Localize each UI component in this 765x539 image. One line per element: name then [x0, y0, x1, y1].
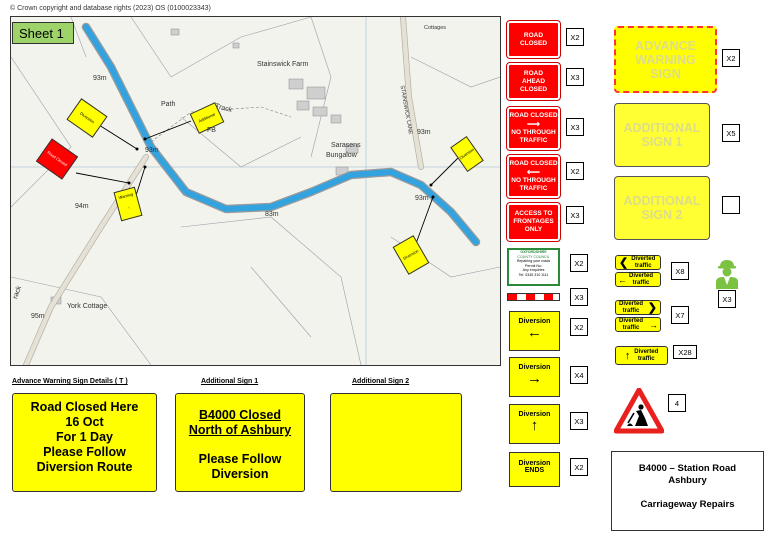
- map-label-fb: FB: [207, 127, 216, 134]
- diverted-traffic-left-qty: X8: [671, 262, 689, 280]
- map-sign-warning: Warning ↑: [113, 187, 142, 222]
- sign-text: ROAD CLOSED: [509, 112, 558, 119]
- map-label-height: 95m: [31, 313, 45, 320]
- sign-text: Diverted: [619, 301, 644, 307]
- heading-additional-1: Additional Sign 1: [201, 378, 259, 385]
- diversion-ends-sign: [509, 452, 560, 487]
- map-label-track: Track: [214, 102, 233, 115]
- sign-text: ADDITIONAL: [623, 121, 701, 135]
- diverted-traffic-ahead-qty: X28: [673, 345, 697, 359]
- road-closed-right-sign: [507, 107, 560, 150]
- road-closed-left-sign: [507, 155, 560, 198]
- diverted-traffic-left-arrow-sign: [615, 272, 661, 287]
- map-drawing: [11, 17, 500, 365]
- mini-sign-text: Warning: [118, 191, 134, 201]
- sign-text: SIGN: [650, 66, 681, 81]
- diversion-ends-qty: X2: [570, 458, 588, 476]
- access-frontages-sign: [507, 203, 560, 241]
- road-closed-right-qty: X3: [566, 118, 584, 136]
- arrow-up-icon: ↑: [624, 349, 631, 362]
- sign-text: Diversion: [518, 364, 551, 371]
- copyright-notice: © Crown copyright and database rights (2023) OS (0100023343): [10, 5, 211, 12]
- sign-text: Diverted: [619, 318, 644, 324]
- sign-text: AHEAD: [521, 77, 546, 85]
- diversion-ahead-qty: X3: [570, 412, 588, 430]
- sign-text: traffic: [622, 324, 640, 331]
- advance-line: Diversion Route: [36, 460, 133, 474]
- sign-text: ROAD: [523, 31, 544, 39]
- council-text: Any enquiries: [522, 268, 545, 273]
- sign-text: ROAD CLOSED: [509, 160, 558, 167]
- map-label-path: Path: [161, 101, 176, 108]
- map-label-bungalow: Bungalow: [326, 152, 357, 159]
- mini-sign-text: Road Closed: [46, 149, 69, 168]
- sign-text: Diversion: [518, 318, 551, 325]
- advance-line: Please Follow: [43, 445, 126, 459]
- arrow-left-icon: ←: [618, 274, 627, 285]
- council-logo-text: COUNTY COUNCIL: [517, 254, 550, 259]
- additional-sign-2: [614, 176, 710, 240]
- diverted-traffic-right-signs: [615, 300, 661, 333]
- diverted-traffic-ahead-sign: [615, 346, 668, 365]
- sign-text: traffic: [632, 279, 650, 286]
- arrow-up-icon: ↑: [530, 417, 539, 434]
- advance-line: For 1 Day: [56, 430, 113, 444]
- roadworks-sign-qty: 4: [668, 394, 686, 412]
- sign-text: Diversion: [518, 411, 551, 418]
- sign-text: CLOSED: [519, 85, 548, 93]
- sign-text: NO THROUGH: [511, 129, 556, 136]
- info-location: Ashbury: [668, 475, 707, 486]
- council-logo-text: OXFORDSHIRE: [520, 250, 547, 254]
- roadworks-sign-icon: [614, 388, 664, 434]
- map-label-height: 94m: [75, 203, 89, 210]
- sign-text: ACCESS TO: [514, 210, 553, 217]
- arrow-left-icon: ←: [527, 324, 542, 341]
- info-works: Carriageway Repairs: [640, 499, 735, 510]
- additional1-line: Diversion: [211, 467, 269, 481]
- diversion-left-qty: X2: [570, 318, 588, 336]
- diverted-traffic-left-signs: [615, 255, 661, 288]
- map-label-height: 93m: [93, 75, 107, 82]
- additional-sign-1-detail-box: [175, 393, 305, 492]
- sign-text: ENDS: [524, 467, 545, 474]
- heading-advance: Advance Warning Sign Details ( T ): [12, 378, 128, 385]
- additional-sign-1: [614, 103, 710, 167]
- advance-line: 16 Oct: [65, 415, 104, 429]
- additional1-line: North of Ashbury: [188, 423, 292, 437]
- map-label-cottages: Cottages: [424, 25, 447, 31]
- sign-text: FRONTAGES: [513, 218, 554, 225]
- advance-line: Road Closed Here: [30, 400, 139, 414]
- diversion-ahead-sign: [509, 404, 560, 444]
- map-label-height: 93m: [417, 129, 431, 136]
- mini-sign-text: Diversion: [79, 110, 96, 125]
- worker-icon: [713, 257, 741, 289]
- diverted-traffic-right-sign: [615, 300, 661, 315]
- sign-text: Diverted: [631, 256, 656, 262]
- additional1-line: B4000 Closed: [199, 408, 281, 422]
- map-label-height: 93m: [415, 195, 429, 202]
- map-label-york-cottage: York Cottage: [67, 303, 108, 310]
- sign-text: TRAFFIC: [519, 185, 548, 192]
- council-text: Permit No:: [525, 263, 542, 268]
- map-label-farm: Stainswick Farm: [257, 61, 309, 68]
- diverted-traffic-right-arrow-sign: [615, 317, 661, 332]
- info-road: B4000 – Station Road: [638, 463, 737, 474]
- council-info-sign: [507, 248, 560, 286]
- sign-text: traffic: [634, 262, 652, 269]
- map-label-height: 83m: [265, 211, 279, 218]
- map-label-sarasens: Sarasens: [331, 142, 361, 149]
- arrow-right-icon: →: [649, 319, 658, 330]
- diversion-right-sign: [509, 357, 560, 397]
- mini-sign-text: Diversion: [402, 248, 420, 261]
- additional-sign-2-qty: [722, 196, 740, 214]
- sign-text: Diverted: [634, 349, 659, 355]
- additional-sign-2-detail-box: [330, 393, 462, 492]
- worker-qty: X3: [718, 290, 736, 308]
- council-info-qty: X2: [570, 254, 588, 272]
- sign-text: traffic: [622, 307, 640, 314]
- access-frontages-qty: X3: [566, 206, 584, 224]
- sign-text: ADDITIONAL: [623, 194, 701, 208]
- sign-text: WARNING: [635, 52, 696, 67]
- sign-text: Diversion: [518, 460, 551, 467]
- arrow-right-icon: →: [527, 370, 542, 387]
- map-label-lane: STAINSWICK LANE: [398, 84, 414, 136]
- council-text: Tel: 0345 310 1111: [518, 272, 549, 277]
- road-ahead-closed-sign: [507, 63, 560, 100]
- site-map: [10, 16, 501, 366]
- barrier-qty: X3: [570, 288, 588, 306]
- diversion-right-qty: X4: [570, 366, 588, 384]
- sign-text: ONLY: [524, 226, 543, 233]
- mini-sign-text: Diversion: [458, 146, 475, 161]
- sign-text: Diverted: [629, 273, 654, 279]
- map-label-track-left: rack: [12, 285, 24, 300]
- council-text: Repairing your roads: [516, 259, 551, 264]
- road-closed-left-qty: X2: [566, 162, 584, 180]
- arrow-left-icon: ⟵: [527, 167, 540, 177]
- sign-text: CLOSED: [519, 39, 548, 47]
- sign-text: TRAFFIC: [519, 137, 548, 144]
- sign-text: ADVANCE: [635, 38, 696, 53]
- diverted-traffic-left-sign: [615, 255, 661, 270]
- diverted-traffic-right-qty: X7: [671, 306, 689, 324]
- additional-sign-1-qty: X5: [722, 124, 740, 142]
- barrier-icon: [507, 293, 560, 301]
- diversion-left-sign: [509, 311, 560, 351]
- sign-text: ROAD: [523, 69, 544, 77]
- heading-additional-2: Additional Sign 2: [352, 378, 410, 385]
- sign-text: SIGN 2: [641, 208, 683, 222]
- chevron-right-icon: ❯: [647, 302, 657, 314]
- advance-warning-sign: [614, 26, 717, 93]
- mini-sign-text: Additional: [197, 111, 216, 124]
- sign-text: NO THROUGH: [511, 177, 556, 184]
- road-ahead-closed-qty: X3: [566, 68, 584, 86]
- sign-text: SIGN 1: [641, 135, 683, 149]
- scheme-info-box: [611, 451, 764, 531]
- advance-warning-qty: X2: [722, 49, 740, 67]
- sign-text: traffic: [637, 355, 655, 362]
- advance-warning-detail-box: [12, 393, 157, 492]
- road-closed-sign: [507, 21, 560, 58]
- chevron-left-icon: ❮: [619, 257, 629, 269]
- sheet-label: Sheet 1: [12, 22, 74, 44]
- map-label-height: 93m: [145, 147, 159, 154]
- road-closed-qty: X2: [566, 28, 584, 46]
- arrow-right-icon: ⟶: [527, 119, 540, 129]
- additional1-line: Please Follow: [198, 452, 282, 466]
